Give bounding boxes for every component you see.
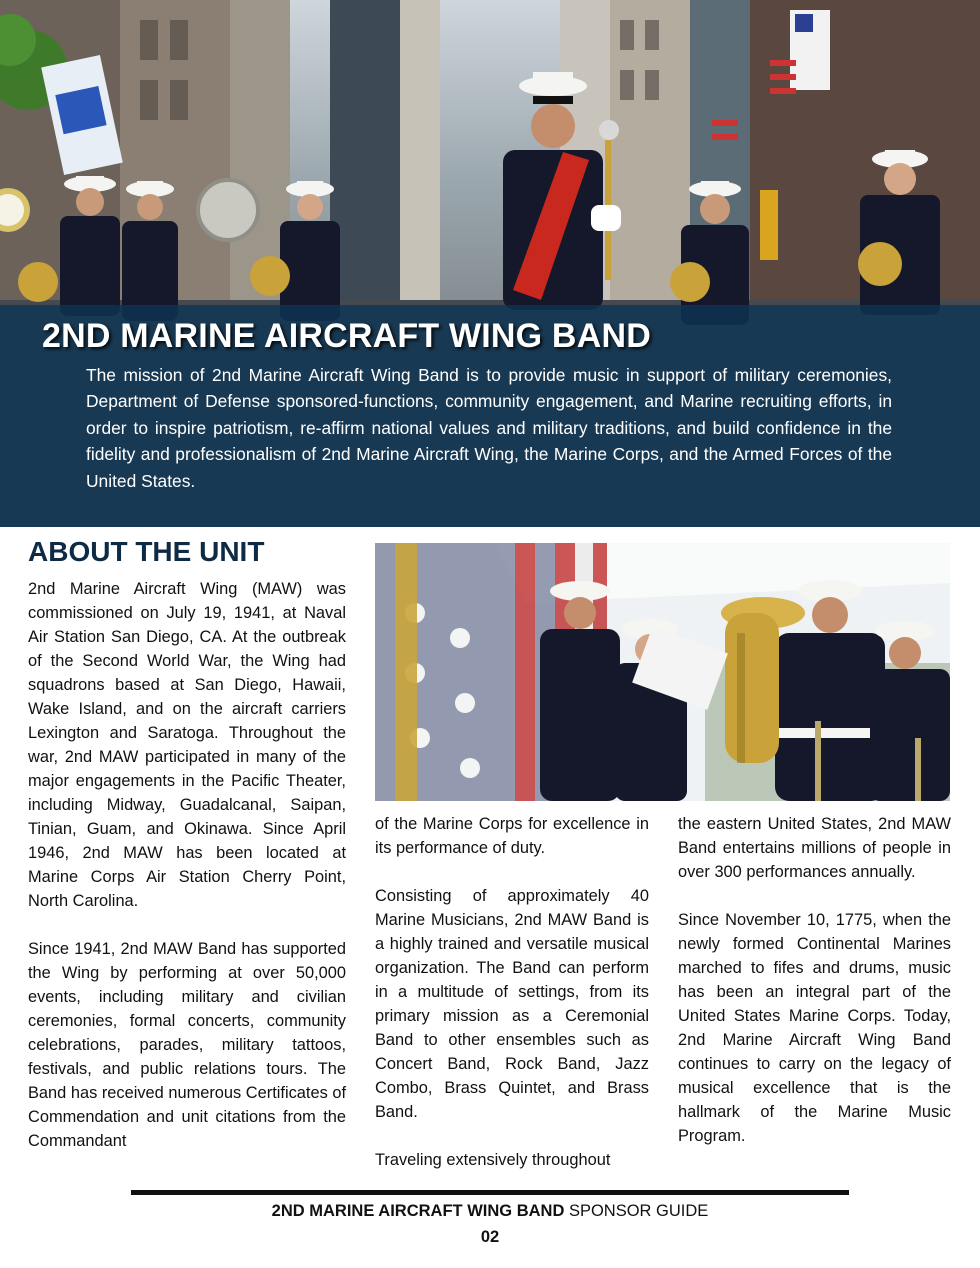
- paragraph: Traveling extensively throughout: [375, 1151, 611, 1169]
- mission-statement: The mission of 2nd Marine Aircraft Wing Band is to provide music in support of military ceremonies, Department of Defense sponsored-functions, community engagement, and Marine recruiting efforts, in order to inspire patriotism, re-affirm national values and military traditions, and build confidence in the fidelity and professionalism of 2nd Marine Aircraft Wing, the Marine Corps, and the Armed Forces of the United States.: [86, 365, 892, 491]
- text-column-1: [28, 577, 346, 1153]
- page-number: 02: [480, 1228, 500, 1246]
- footer-title: [0, 1202, 980, 1221]
- footer-title-bold: 2ND MARINE AIRCRAFT WING BAND: [271, 1202, 565, 1220]
- concert-band-photo: [375, 543, 950, 801]
- text-column-2: [375, 812, 649, 1172]
- paragraph: Since November 10, 1775, when the newly formed Continental Marines marched to fifes and drums, music has been an integral part of the United States Marine Corps. Today, 2nd Marine Aircraft Wing Band continues to carry on the legacy of musical excellence that is the hallmark of the Marine Music Program.: [678, 911, 951, 1145]
- page-title: 2ND MARINE AIRCRAFT WING BAND: [42, 317, 651, 355]
- paragraph: the eastern United States, 2nd MAW Band entertains millions of people in over 300 performances annually.: [678, 815, 951, 881]
- paragraph: Consisting of approximately 40 Marine Musicians, 2nd MAW Band is a highly trained and versatile musical organization. The Band can perform in a multitude of settings, from its primary mission as a Ceremonial Band to other ensembles such as Concert Band, Rock Band, Jazz Combo, Brass Quintet, and Brass Band.: [375, 887, 649, 1121]
- footer-divider: [131, 1190, 849, 1195]
- paragraph: of the Marine Corps for excellence in its performance of duty.: [375, 815, 649, 857]
- paragraph: 2nd Marine Aircraft Wing (MAW) was commissioned on July 19, 1941, at Naval Air Station San Diego, CA. At the outbreak of the Second World War, the Wing had squadrons based at San Diego, Hawaii, Wake Island, and on the aircraft carriers Lexington and Saratoga. Throughout the war, 2nd MAW participated in many of the major engagements in the Pacific Theater, including Midway, Guadalcanal, Saipan, Tinian, Guam, and Okinawa. Since April 1946, 2nd MAW has been located at Marine Corps Air Station Cherry Point, North Carolina.: [28, 580, 346, 910]
- footer-title-rest: SPONSOR GUIDE: [564, 1202, 709, 1220]
- paragraph: Since 1941, 2nd MAW Band has supported the Wing by performing at over 50,000 events, including military and civilian ceremonies, formal concerts, community celebrations, parades, military tattoos, festivals, and public relations tours. The Band has received numerous Certificates of Commendation and unit citations from the Commandant: [28, 940, 346, 1150]
- hero-banner: [0, 0, 980, 527]
- text-column-3: [678, 812, 951, 1148]
- section-heading: ABOUT THE UNIT: [28, 536, 265, 567]
